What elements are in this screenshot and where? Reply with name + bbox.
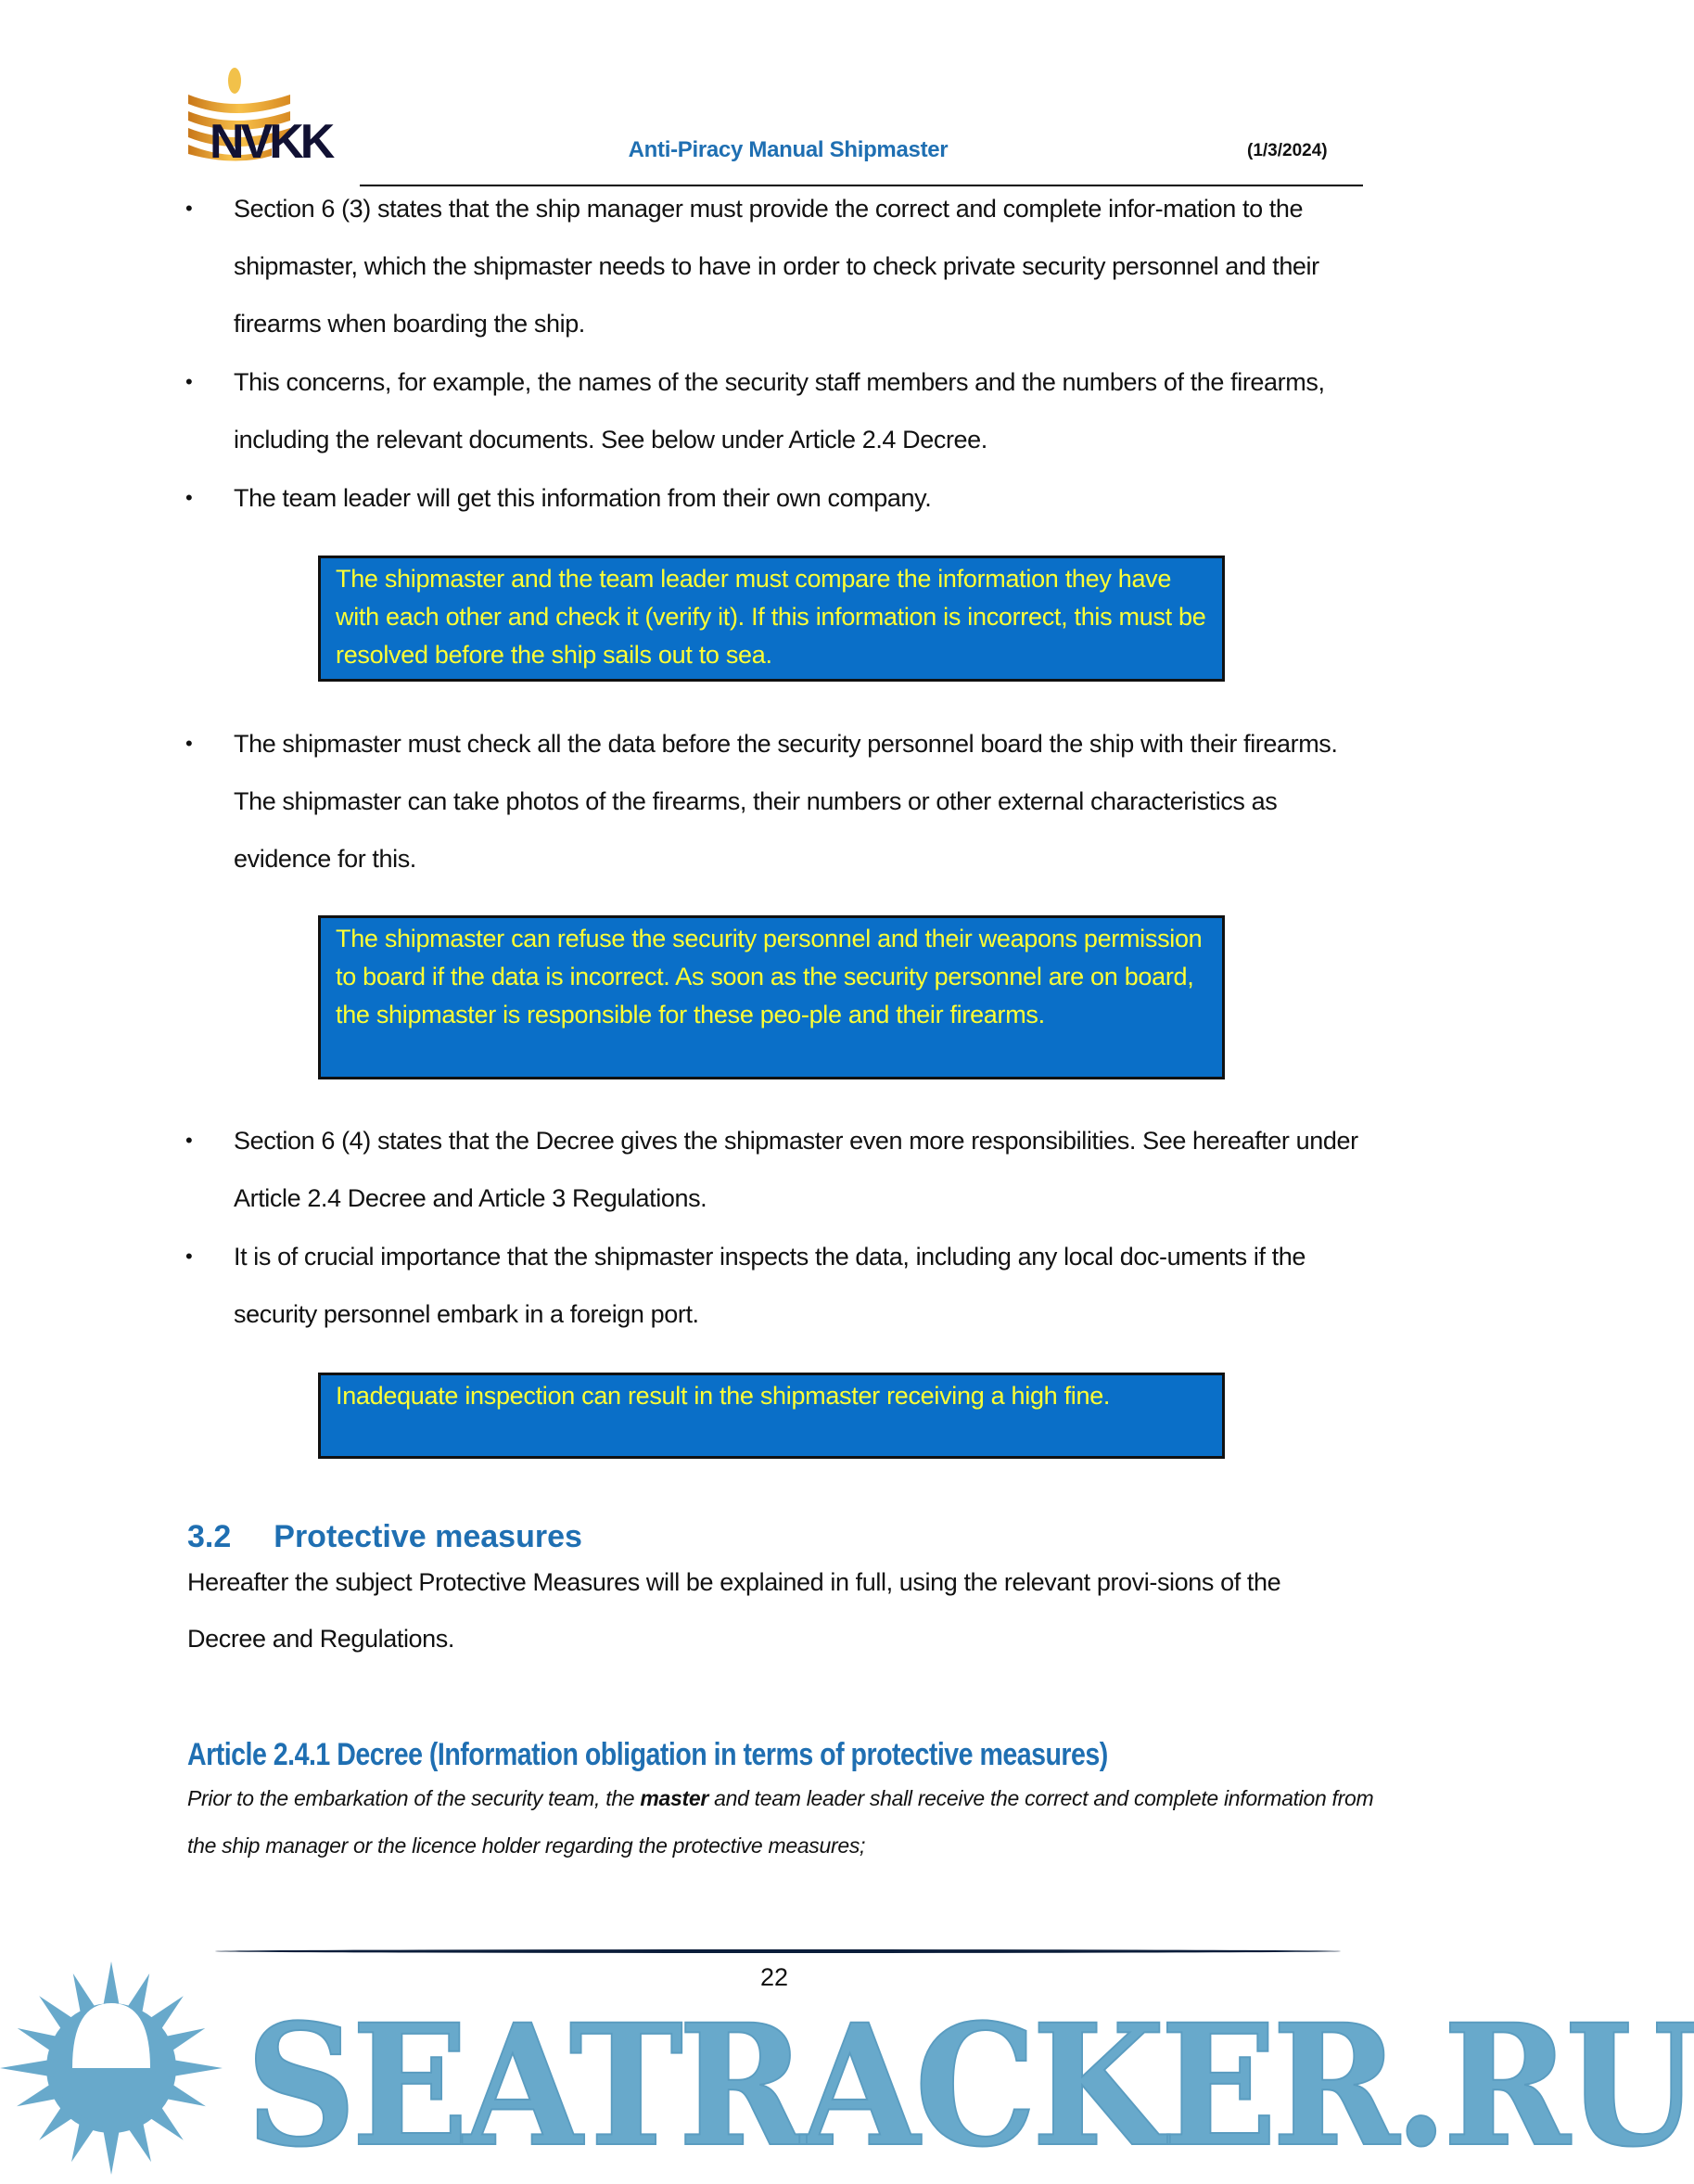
header-date: (1/3/2024) [1247, 141, 1328, 160]
bullet-icon: • [185, 370, 193, 393]
callout-box: The shipmaster and the team leader must compare the information they have with each other and check it (verify it). If this information is incorrect, this must be resolved before the ship sails out to sea. [318, 556, 1225, 682]
article-heading: Article 2.4.1 Decree (Information obligation in terms of protective measures) [187, 1737, 1108, 1772]
callout-box: Inadequate inspection can result in the shipmaster receiving a high fine. [318, 1373, 1225, 1459]
bullet-item: • The shipmaster must check all the data before the security personnel board the ship with their firearms. The shipmaster can take photos of the firearms, their numbers or other external characteristics as evidence for this. [185, 715, 1372, 888]
section-number: 3.2 [187, 1519, 232, 1554]
bullet-item: • Section 6 (4) states that the Decree gives the shipmaster even more responsibilities. See hereafter under Article 2.4 Decree and Article 3 Regulations. [185, 1112, 1372, 1227]
section-paragraph: Hereafter the subject Protective Measures will be explained in full, using the relevant provi-sions of the Decree and Regulations. [187, 1568, 1281, 1653]
bullet-item: • Section 6 (3) states that the ship manager must provide the correct and complete infor-mation to the shipmaster, which the shipmaster needs to have in order to check private security personnel and their firearms when boarding the ship. [185, 180, 1372, 352]
sun-icon [0, 1957, 227, 2169]
section-title: Protective measures [274, 1519, 582, 1554]
bullet-icon: • [185, 1245, 193, 1268]
header-title: Anti-Piracy Manual Shipmaster [628, 137, 949, 162]
article-text-part: Prior to the embarkation of the security team, the [187, 1786, 641, 1810]
svg-text:NVKK: NVKK [210, 115, 332, 169]
bullet-item: • The team leader will get this information from their own company. [185, 469, 1372, 527]
nvkk-logo [184, 67, 346, 169]
article-text [187, 1775, 1383, 1870]
watermark-text: SEATRACKER.RU [246, 1988, 1694, 2184]
bullet-item: • This concerns, for example, the names of the security staff members and the numbers of the firearms, including the relevant documents. See below under Article 2.4 Decree. [185, 353, 1372, 468]
callout-box: The shipmaster can refuse the security personnel and their weapons permission to board if the data is incorrect. As soon as the security personnel are on board, the shipmaster is responsible for these peo-ple and their firearms. [318, 915, 1225, 1079]
page-number: 22 [759, 1963, 789, 1991]
section-heading [187, 1519, 625, 1555]
footer-divider [215, 1949, 1341, 1953]
bullet-item: • It is of crucial importance that the shipmaster inspects the data, including any local doc-uments if the security personnel embark in a foreign port. [185, 1228, 1372, 1343]
article-text-bold: master [640, 1786, 709, 1810]
bullet-icon: • [185, 197, 193, 220]
bullet-icon: • [185, 732, 193, 755]
bullet-icon: • [185, 486, 193, 509]
bullet-icon: • [185, 1129, 193, 1152]
article-text-part: and team leader shall receive the correct and complete information from the ship manager or the licence holder regarding the protective measures; [187, 1786, 1374, 1858]
